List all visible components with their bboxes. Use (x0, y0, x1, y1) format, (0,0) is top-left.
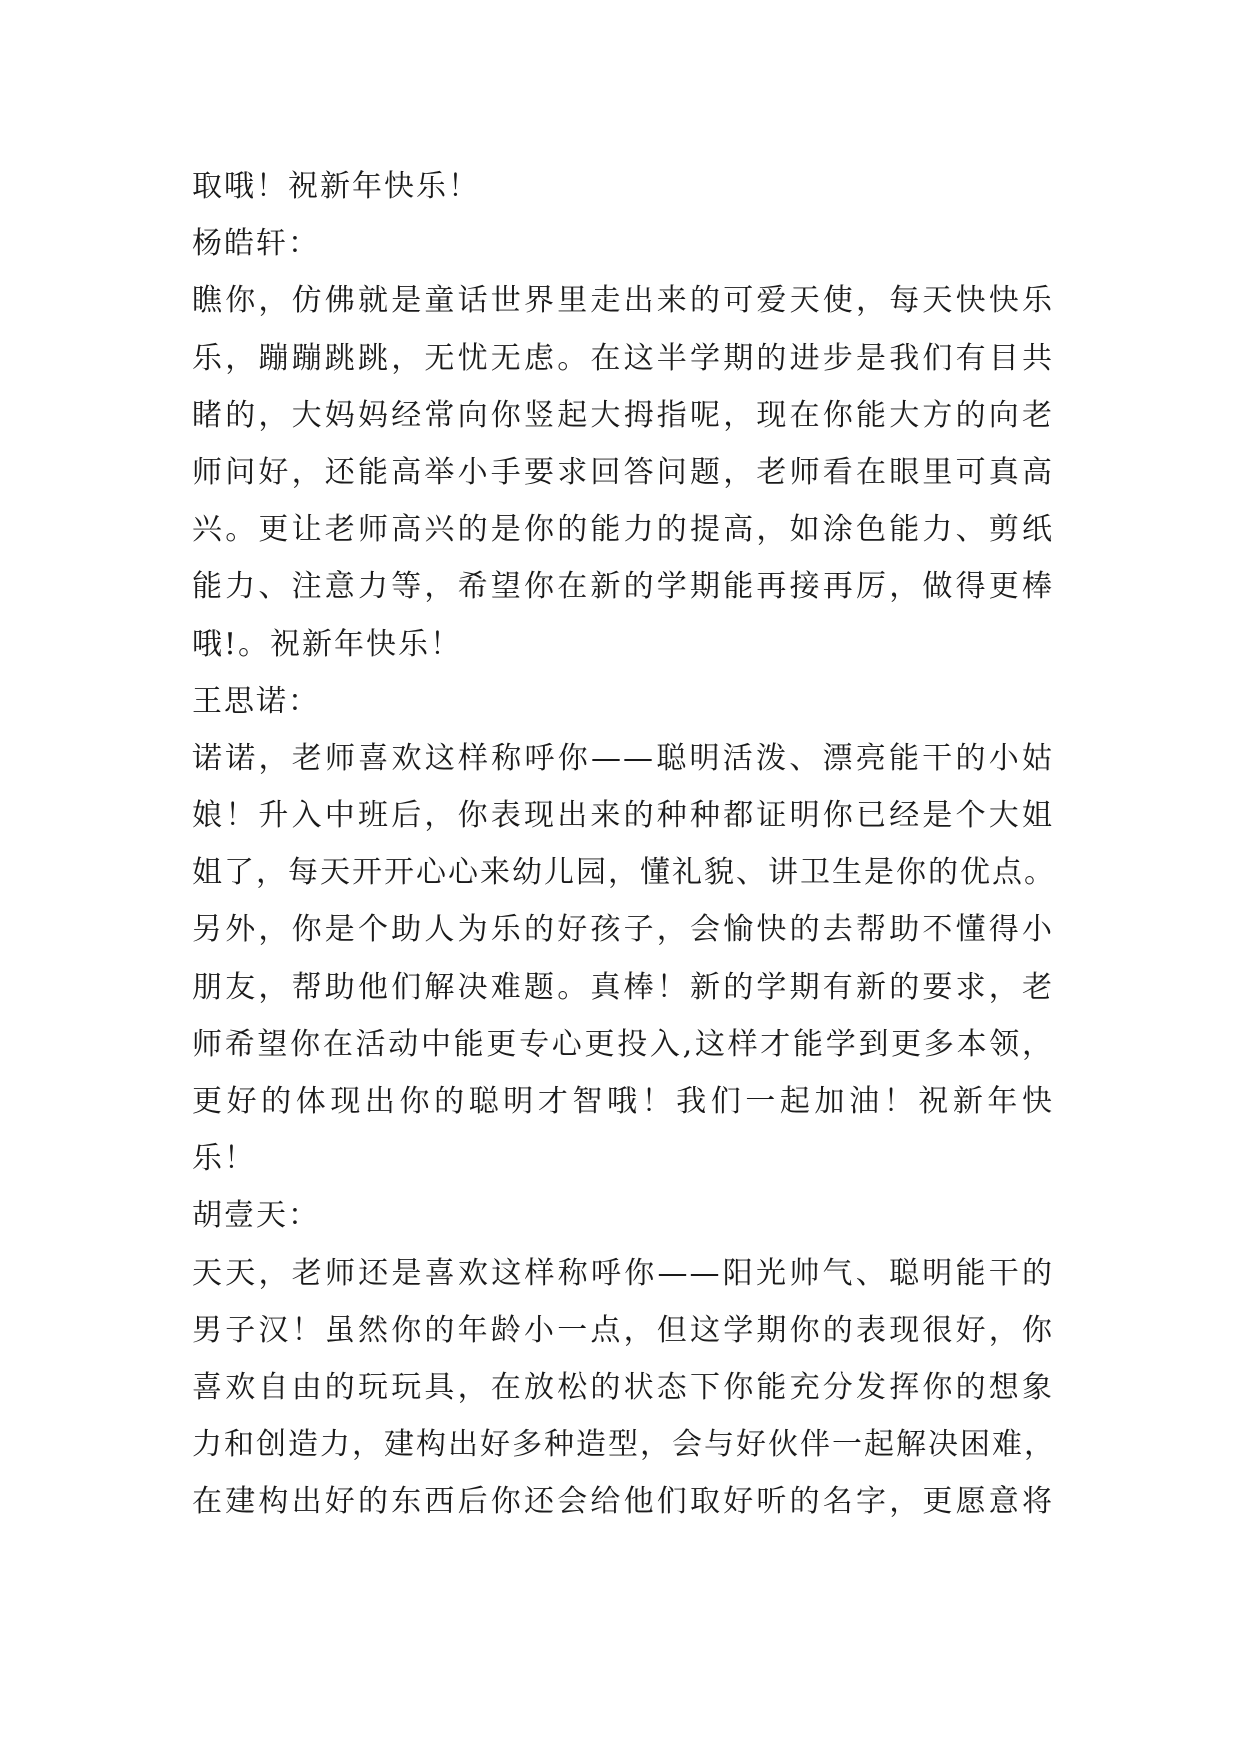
text-line: 娘！升入中班后，你表现出来的种种都证明你已经是个大姐 (192, 798, 1054, 834)
text-line: 乐！ (192, 1141, 256, 1177)
text-line: 天天，老师还是喜欢这样称呼你——阳光帅气、聪明能干的 (192, 1255, 1054, 1291)
text-line: 诺诺，老师喜欢这样称呼你——聪明活泼、漂亮能干的小姑 (192, 740, 1054, 776)
text-line: 兴。更让老师高兴的是你的能力的提高，如涂色能力、剪纸 (192, 512, 1054, 548)
text-line: 在建构出好的东西后你还会给他们取好听的名字，更愿意将 (192, 1484, 1054, 1520)
text-line: 力和创造力，建构出好多种造型，会与好伙伴一起解决困难， (192, 1427, 1056, 1463)
text-line: 瞧你，仿佛就是童话世界里走出来的可爱天使，每天快快乐 (192, 283, 1054, 319)
text-line: 取哦！祝新年快乐！ (192, 169, 480, 204)
text-line: 男子汉！虽然你的年龄小一点，但这学期你的表现很好，你 (192, 1312, 1054, 1348)
text-line: 另外，你是个助人为乐的好孩子，会愉快的去帮助不懂得小 (192, 912, 1054, 948)
text-line: 睹的，大妈妈经常向你竖起大拇指呢，现在你能大方的向老 (192, 397, 1054, 433)
text-line: 乐，蹦蹦跳跳，无忧无虑。在这半学期的进步是我们有目共 (192, 340, 1054, 376)
text-line: 哦!。祝新年快乐！ (192, 626, 463, 662)
text-line: 姐了，每天开开心心来幼儿园，懂礼貌、讲卫生是你的优点。 (192, 855, 1056, 891)
text-line: 胡壹天： (192, 1198, 320, 1234)
text-line: 更好的体现出你的聪明才智哦！我们一起加油！祝新年快 (192, 1084, 1054, 1119)
text-line: 师问好，还能高举小手要求回答问题，老师看在眼里可真高 (192, 454, 1054, 490)
text-line: 能力、注意力等，希望你在新的学期能再接再厉，做得更棒 (192, 569, 1054, 605)
text-line: 杨皓轩： (192, 226, 320, 262)
text-line: 师希望你在活动中能更专心更投入,这样才能学到更多本领， (192, 1026, 1054, 1062)
text-line: 朋友，帮助他们解决难题。真棒！新的学期有新的要求，老 (192, 969, 1054, 1005)
document-body (192, 158, 1054, 1531)
text-line: 喜欢自由的玩玩具，在放松的状态下你能充分发挥你的想象 (192, 1369, 1054, 1405)
text-line: 王思诺： (192, 683, 320, 719)
